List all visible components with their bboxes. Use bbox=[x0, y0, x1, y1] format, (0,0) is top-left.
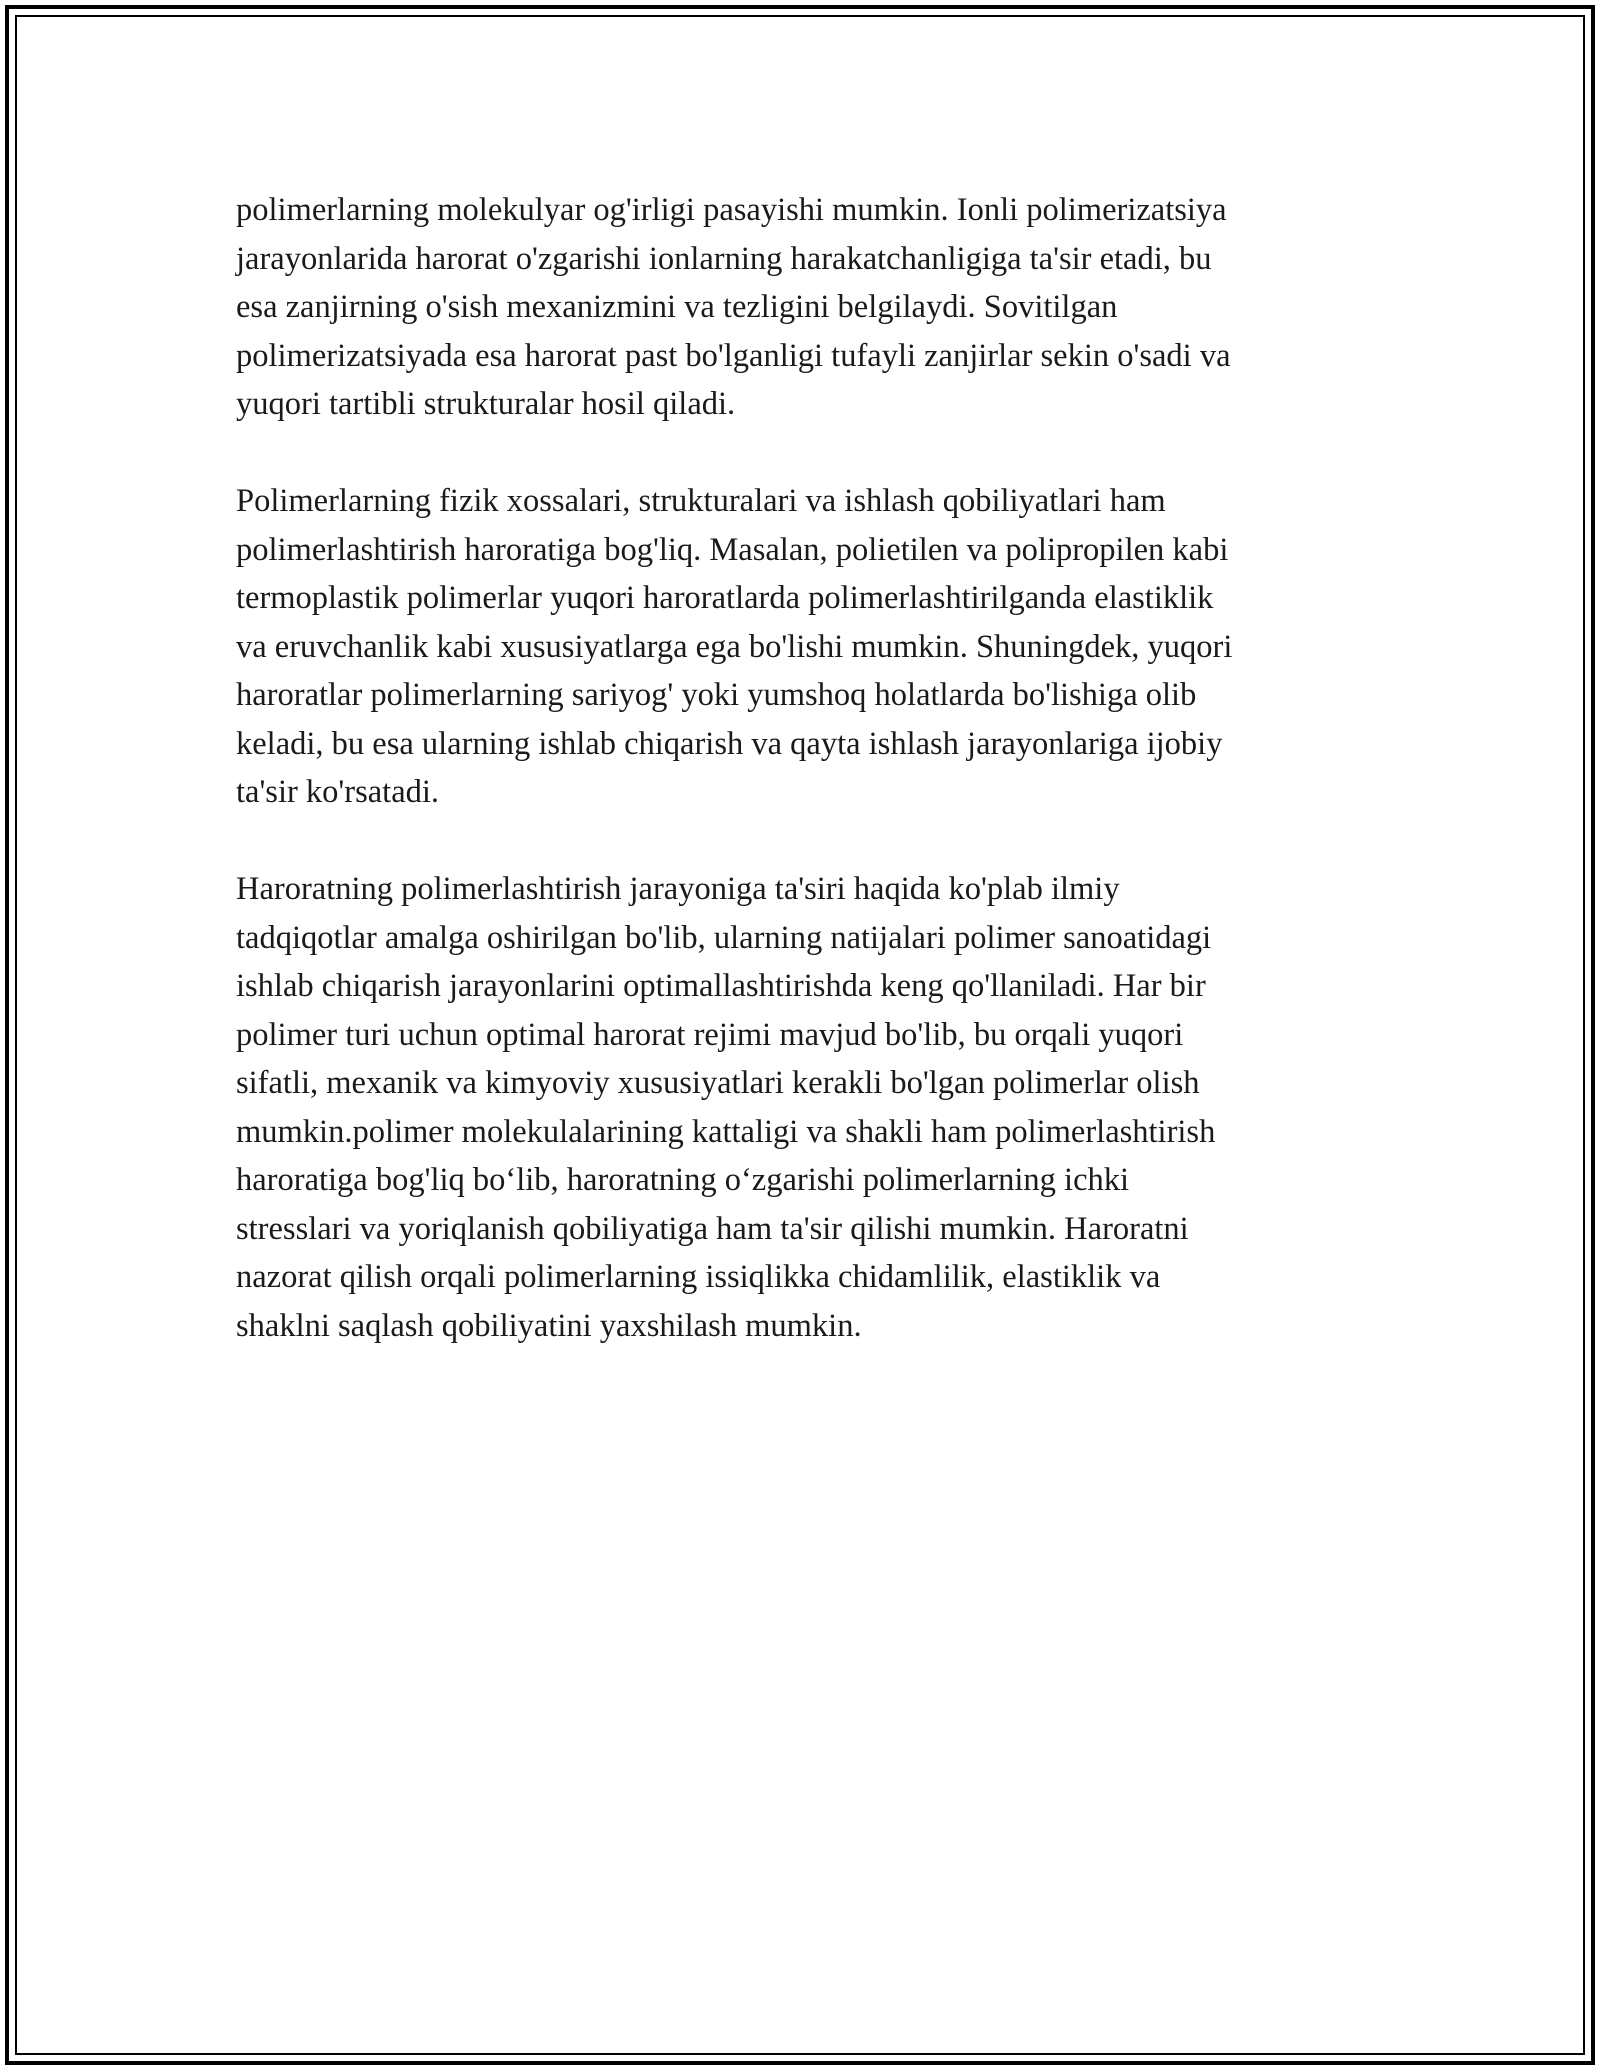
text-line: Polimerlarning fizik xossalari, strukturalari va ishlash qobiliyatlari ham bbox=[236, 483, 1166, 519]
text-line: haroratlar polimerlarning sariyog' yoki yumshoq holatlarda bo'lishiga olib bbox=[236, 677, 1197, 713]
text-line: ta'sir ko'rsatadi. bbox=[236, 774, 440, 810]
text-line: stresslari va yoriqlanish qobiliyatiga ham ta'sir qilishi mumkin. Haroratni bbox=[236, 1210, 1189, 1247]
text-line: polimerlashtirish haroratiga bog'liq. Masalan, polietilen va polipropilen kabi bbox=[236, 531, 1229, 568]
text-line: jarayonlarida harorat o'zgarishi ionlarning harakatchanligiga ta'sir etadi, bu bbox=[236, 240, 1212, 277]
text-line: sifatli, mexanik va kimyoviy xususiyatlari kerakli bo'lgan polimerlar olish bbox=[236, 1065, 1200, 1101]
text-line: shaklni saqlash qobiliyatini yaxshilash mumkin. bbox=[236, 1307, 862, 1344]
text-line: termoplastik polimerlar yuqori haroratlarda polimerlashtirilganda elastiklik bbox=[236, 580, 1214, 616]
text-line: nazorat qilish orqali polimerlarning issiqlikka chidamlilik, elastiklik va bbox=[236, 1259, 1161, 1295]
paragraph-3 bbox=[236, 865, 1371, 1350]
text-line: tadqiqotlar amalga oshirilgan bo'lib, ularning natijalari polimer sanoatidagi bbox=[236, 919, 1212, 956]
text-line: polimer turi uchun optimal harorat rejimi mavjud bo'lib, bu orqali yuqori bbox=[236, 1016, 1184, 1053]
paragraph-1 bbox=[236, 186, 1371, 429]
text-line: haroratiga bog'liq bo‘lib, haroratning o‘zgarishi polimerlarning ichki bbox=[236, 1162, 1130, 1198]
text-line: yuqori tartibli strukturalar hosil qiladi. bbox=[236, 386, 736, 422]
text-line: mumkin.polimer molekulalarining kattaligi va shakli ham polimerlashtirish bbox=[236, 1113, 1216, 1150]
text-line: va eruvchanlik kabi xususiyatlarga ega bo'lishi mumkin. Shuningdek, yuqori bbox=[236, 628, 1233, 665]
text-line: polimerlarning molekulyar og'irligi pasayishi mumkin. Ionli polimerizatsiya bbox=[236, 192, 1227, 228]
text-line: polimerizatsiyada esa harorat past bo'lganligi tufayli zanjirlar sekin o'sadi va bbox=[236, 337, 1231, 374]
text-line: keladi, bu esa ularning ishlab chiqarish va qayta ishlash jarayonlariga ijobiy bbox=[236, 725, 1223, 762]
text-line: esa zanjirning o'sish mexanizmini va tezligini belgilaydi. Sovitilgan bbox=[236, 289, 1118, 325]
text-line: ishlab chiqarish jarayonlarini optimallashtirishda keng qo'llaniladi. Har bir bbox=[236, 968, 1206, 1004]
text-line: Haroratning polimerlashtirish jarayoniga ta'siri haqida ko'plab ilmiy bbox=[236, 871, 1120, 907]
document-body bbox=[236, 186, 1371, 1399]
paragraph-2 bbox=[236, 477, 1371, 817]
